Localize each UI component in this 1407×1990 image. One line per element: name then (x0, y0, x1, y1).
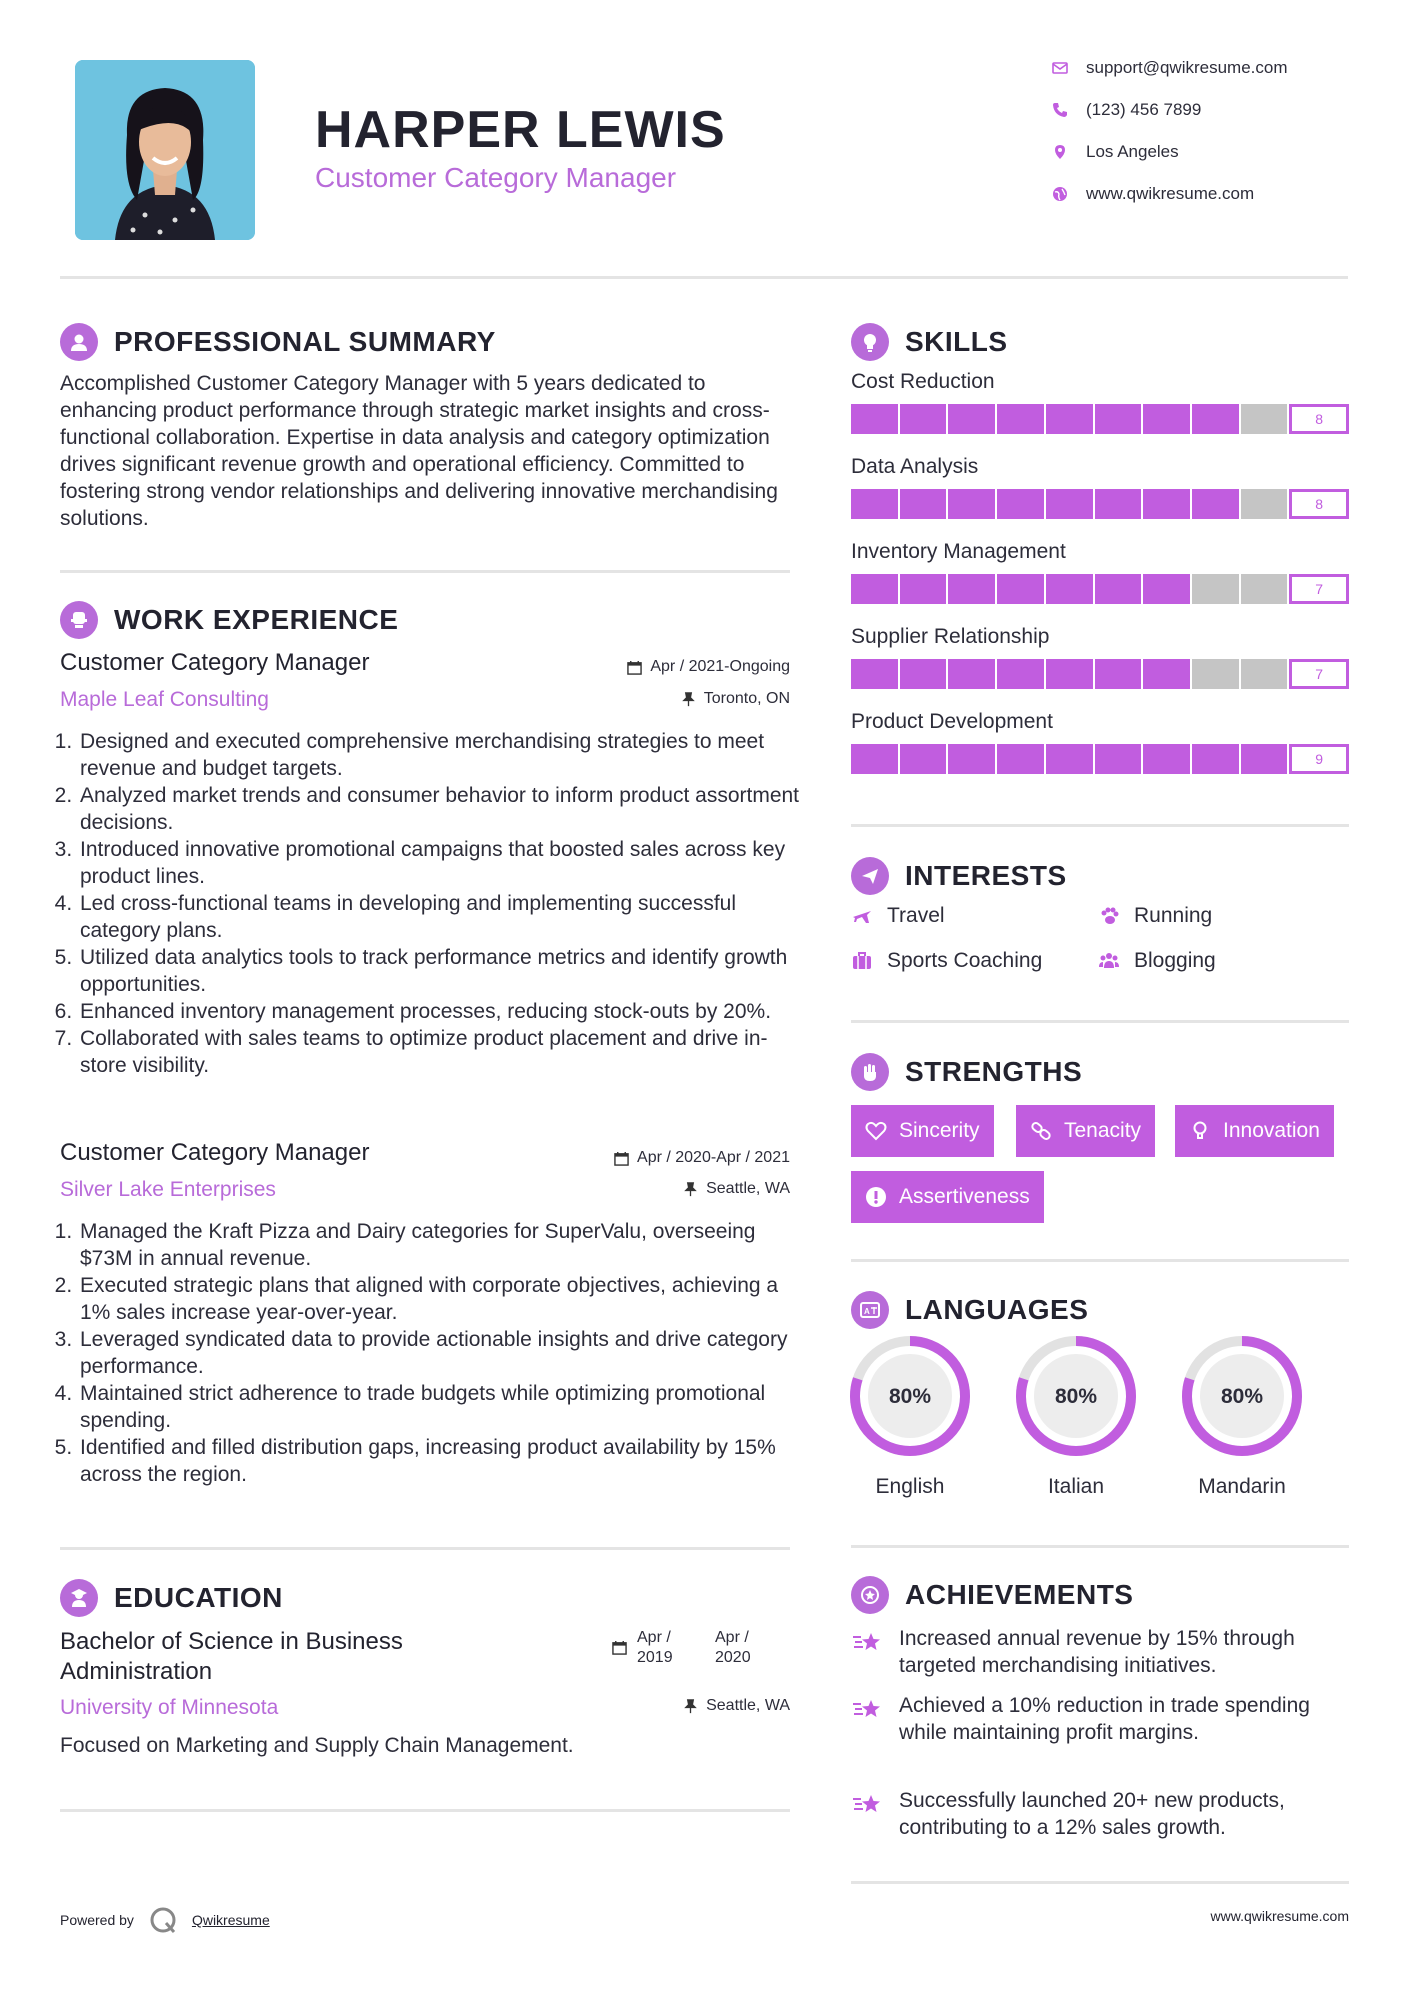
achievement-item (851, 1625, 1349, 1679)
skill-level-value: 9 (1289, 744, 1349, 774)
skill-bar-segment (997, 659, 1044, 689)
calendar-icon (614, 1151, 629, 1166)
achievements-divider (851, 1881, 1349, 1884)
strengths-heading (851, 1053, 1082, 1091)
job-2-location (683, 1180, 790, 1198)
skill-label: Cost Reduction (851, 370, 995, 393)
footer-powered-by (60, 1905, 270, 1935)
job-1-item: 5. Utilized data analytics tools to track performance metrics and identify growth opportunities. (78, 944, 800, 998)
candidate-name: HARPER LEWIS (315, 101, 726, 159)
summary-heading (60, 323, 496, 361)
skill-bar-segment (1095, 489, 1142, 519)
job-1-item: 3. Introduced innovative promotional campaigns that boosted sales across key product lines. (78, 836, 800, 890)
skill-bar-segment (1241, 404, 1288, 434)
skill-bar-segment (948, 659, 995, 689)
skill-item (851, 455, 1349, 540)
language-percent: 80% (888, 1385, 932, 1408)
skill-bar-segment (948, 744, 995, 774)
skill-item (851, 625, 1349, 710)
job-2-company: Silver Lake Enterprises (60, 1178, 276, 1201)
job-1-location-text: Toronto, ON (703, 690, 790, 707)
strength-assertiveness (851, 1171, 1044, 1223)
job-1-item: 4. Led cross-functional teams in developing and implementing successful category plans. (78, 890, 800, 944)
lightbulb-icon (1189, 1120, 1211, 1142)
heart-icon (865, 1120, 887, 1142)
strength-tenacity (1016, 1105, 1155, 1157)
users-icon (1098, 950, 1120, 972)
skill-bar-segment (851, 574, 898, 604)
contact-website[interactable] (1052, 184, 1352, 204)
interest-sports-coaching (851, 949, 1042, 973)
skill-bar-segment (900, 744, 947, 774)
envelope-icon (1052, 60, 1068, 76)
skill-bar-segment (900, 404, 947, 434)
skill-level-value: 7 (1289, 574, 1349, 604)
education-location (683, 1697, 790, 1715)
skill-bar-segment (997, 489, 1044, 519)
skill-bar (851, 404, 1349, 434)
skill-bar-segment (1095, 659, 1142, 689)
job-2-dates (614, 1149, 790, 1167)
skill-bar-segment (1241, 659, 1288, 689)
strength-label: Sincerity (899, 1119, 980, 1142)
skill-label: Data Analysis (851, 455, 979, 478)
skill-bar-segment (851, 404, 898, 434)
briefcase-icon (60, 601, 98, 639)
skill-bar-segment (1046, 404, 1093, 434)
skill-bar-segment (1046, 489, 1093, 519)
skill-bar-segment (948, 574, 995, 604)
job-1-items (60, 728, 800, 1079)
job-2-dates-text: Apr / 2020-Apr / 2021 (637, 1149, 790, 1166)
skill-bar-segment (1046, 659, 1093, 689)
education-degree: Bachelor of Science in Business Administration (60, 1628, 403, 1685)
skill-bar-segment (1241, 489, 1288, 519)
strength-label: Assertiveness (899, 1185, 1030, 1208)
profile-photo (75, 60, 255, 240)
calendar-icon (627, 660, 642, 675)
pin-icon (683, 1182, 698, 1197)
pin-icon (683, 1699, 698, 1714)
job-1-location (681, 690, 790, 708)
skill-bar-segment (1192, 574, 1239, 604)
language-percent: 80% (1054, 1385, 1098, 1408)
job-1-item: 7. Collaborated with sales teams to optimize product placement and drive in-store visibility. (78, 1025, 800, 1079)
skill-bar-segment (1143, 404, 1190, 434)
education-end: Apr / 2020 (715, 1629, 751, 1666)
graduation-cap-icon (60, 1579, 98, 1617)
contact-website-text: www.qwikresume.com (1086, 184, 1255, 203)
skills-heading-text: SKILLS (905, 326, 1008, 357)
education-heading-text: EDUCATION (114, 1582, 283, 1613)
skill-bar-segment (997, 404, 1044, 434)
lightbulb-icon (851, 323, 889, 361)
skill-item (851, 540, 1349, 625)
strength-label: Tenacity (1064, 1119, 1142, 1142)
calendar-icon (612, 1640, 627, 1655)
language-item (1180, 1334, 1304, 1499)
interest-label: Travel (887, 904, 945, 927)
skill-bar-segment (1046, 574, 1093, 604)
skill-bar-segment (1192, 659, 1239, 689)
achievement-text: Achieved a 10% reduction in trade spending while maintaining profit margins. (899, 1694, 1310, 1744)
shooting-star-icon (851, 1692, 883, 1724)
skill-bar-segment (1095, 744, 1142, 774)
phone-icon (1052, 102, 1068, 118)
skill-bar (851, 574, 1349, 604)
job-1-company: Maple Leaf Consulting (60, 688, 269, 711)
contact-email[interactable] (1052, 58, 1352, 78)
language-ring (1180, 1334, 1304, 1458)
skill-label: Inventory Management (851, 540, 1066, 563)
contact-phone[interactable] (1052, 100, 1352, 120)
strength-label: Innovation (1223, 1119, 1320, 1142)
interest-label: Running (1134, 904, 1213, 927)
skill-label: Supplier Relationship (851, 625, 1050, 648)
skill-bar-segment (1143, 659, 1190, 689)
skill-bar-segment (1143, 744, 1190, 774)
job-2-item: 4. Maintained strict adherence to trade budgets while optimizing promotional spending. (78, 1380, 800, 1434)
shooting-star-icon (851, 1787, 883, 1819)
language-item (848, 1334, 972, 1499)
job-1-item: 1. Designed and executed comprehensive merchandising strategies to meet revenue and budget targets. (78, 728, 800, 782)
translate-icon (851, 1291, 889, 1329)
paw-icon (1098, 905, 1120, 927)
contact-email-text: support@qwikresume.com (1086, 58, 1288, 77)
plane-icon (851, 905, 873, 927)
language-name: Italian (1047, 1475, 1105, 1498)
languages-divider (851, 1545, 1349, 1548)
powered-by-label: Powered by (60, 1912, 134, 1928)
languages-heading (851, 1291, 1088, 1329)
skill-bar (851, 659, 1349, 689)
interests-divider (851, 1020, 1349, 1023)
skills-list (851, 370, 1349, 795)
job-2-location-text: Seattle, WA (706, 1180, 790, 1197)
hand-icon (851, 1053, 889, 1091)
interests-heading (851, 857, 1067, 895)
skill-bar-segment (1192, 404, 1239, 434)
skill-bar-segment (997, 574, 1044, 604)
interest-running (1098, 904, 1212, 928)
briefcase-icon (851, 950, 873, 972)
achievements-heading-text: ACHIEVEMENTS (905, 1579, 1134, 1610)
language-ring (1014, 1334, 1138, 1458)
language-percent: 80% (1220, 1385, 1264, 1408)
job-2-items (60, 1218, 800, 1488)
skill-bar-segment (851, 489, 898, 519)
achievement-item (851, 1692, 1349, 1746)
skill-item (851, 370, 1349, 455)
language-name: English (875, 1475, 945, 1498)
skill-level-value: 8 (1289, 404, 1349, 434)
svg-text:A: A (864, 1307, 871, 1316)
skills-heading (851, 323, 1008, 361)
language-item (1014, 1334, 1138, 1499)
summary-divider (60, 570, 790, 573)
language-ring (848, 1334, 972, 1458)
experience-heading-text: WORK EXPERIENCE (114, 604, 399, 635)
summary-text: Accomplished Customer Category Manager with 5 years dedicated to enhancing product performance through strategic market insights and cross-functional collaboration. Expertise in data analysis and category optimization drives significant revenue growth and operational efficiency. Committed to fostering strong vendor relationships and delivering innovative merchandising solutions. (60, 372, 778, 530)
shooting-star-icon (851, 1625, 883, 1657)
skill-bar-segment (900, 574, 947, 604)
footer-website[interactable]: www.qwikresume.com (1210, 1908, 1349, 1924)
job-2-title: Customer Category Manager (60, 1139, 370, 1166)
job-1-title: Customer Category Manager (60, 649, 370, 676)
skill-bar-segment (851, 744, 898, 774)
interest-label: Sports Coaching (887, 949, 1043, 972)
qwikresume-link[interactable]: Qwikresume (191, 1912, 270, 1928)
interests-heading-text: INTERESTS (905, 860, 1067, 891)
skill-bar-segment (948, 489, 995, 519)
job-1-item: 6. Enhanced inventory management processes, reducing stock-outs by 20%. (78, 998, 800, 1025)
exclamation-icon (865, 1186, 887, 1208)
skill-bar-segment (1192, 489, 1239, 519)
education-location-text: Seattle, WA (706, 1697, 790, 1714)
interest-label: Blogging (1134, 949, 1216, 972)
paper-plane-icon (851, 857, 889, 895)
experience-divider (60, 1547, 790, 1550)
experience-heading (60, 601, 398, 639)
contact-location-text: Los Angeles (1086, 142, 1179, 161)
achievement-text: Increased annual revenue by 15% through targeted merchandising initiatives. (899, 1627, 1295, 1677)
achievements-heading (851, 1576, 1133, 1614)
skill-bar-segment (900, 489, 947, 519)
contact-location (1052, 142, 1352, 162)
job-2-item: 5. Identified and filled distribution gaps, increasing product availability by 15% across the region. (78, 1434, 800, 1488)
skill-bar-segment (1143, 489, 1190, 519)
skill-bar-segment (900, 659, 947, 689)
achievement-text: Successfully launched 20+ new products, contributing to a 12% sales growth. (899, 1789, 1285, 1839)
qwikresume-logo-icon (148, 1905, 178, 1935)
skill-bar-segment (1143, 574, 1190, 604)
summary-heading-text: PROFESSIONAL SUMMARY (114, 326, 496, 357)
skill-label: Product Development (851, 710, 1053, 733)
skill-bar-segment (1241, 574, 1288, 604)
header-divider (60, 276, 1348, 279)
education-school: University of Minnesota (60, 1696, 279, 1719)
user-icon (60, 323, 98, 361)
strengths-heading-text: STRENGTHS (905, 1056, 1083, 1087)
globe-icon (1052, 186, 1068, 202)
candidate-title: Customer Category Manager (315, 162, 677, 193)
skill-level-value: 8 (1289, 489, 1349, 519)
job-2-item: 3. Leveraged syndicated data to provide actionable insights and drive category performance. (78, 1326, 800, 1380)
education-heading (60, 1579, 283, 1617)
skill-bar-segment (1095, 404, 1142, 434)
skill-bar-segment (1192, 744, 1239, 774)
education-start: Apr / 2019 (637, 1629, 673, 1666)
strength-sincerity (851, 1105, 994, 1157)
education-dates (612, 1628, 765, 1668)
skill-bar-segment (997, 744, 1044, 774)
job-2-item: 1. Managed the Kraft Pizza and Dairy categories for SuperValu, overseeing $73M in annual revenue. (78, 1218, 800, 1272)
skill-bar-segment (948, 404, 995, 434)
skills-divider (851, 824, 1349, 827)
skill-bar-segment (1241, 744, 1288, 774)
skill-bar (851, 489, 1349, 519)
strength-innovation (1175, 1105, 1334, 1157)
education-divider (60, 1809, 790, 1812)
skill-bar-segment (1046, 744, 1093, 774)
interest-travel (851, 904, 945, 928)
languages-heading-text: LANGUAGES (905, 1294, 1089, 1325)
skill-bar-segment (851, 659, 898, 689)
language-name: Mandarin (1198, 1475, 1286, 1498)
strengths-divider (851, 1259, 1349, 1262)
education-note: Focused on Marketing and Supply Chain Management. (60, 1734, 574, 1757)
job-1-item: 2. Analyzed market trends and consumer behavior to inform product assortment decisions. (78, 782, 800, 836)
languages-list (848, 1334, 1304, 1499)
job-2-item: 2. Executed strategic plans that aligned with corporate objectives, achieving a 1% sales increase year-over-year. (78, 1272, 800, 1326)
skill-bar (851, 744, 1349, 774)
skill-level-value: 7 (1289, 659, 1349, 689)
interest-blogging (1098, 949, 1216, 973)
link-icon (1030, 1120, 1052, 1142)
map-pin-icon (1052, 144, 1068, 160)
contact-phone-text: (123) 456 7899 (1086, 100, 1202, 119)
pin-icon (681, 692, 696, 707)
job-1-dates (627, 658, 790, 676)
achievement-item (851, 1787, 1349, 1841)
skill-bar-segment (1095, 574, 1142, 604)
star-badge-icon (851, 1576, 889, 1614)
job-1-dates-text: Apr / 2021-Ongoing (650, 658, 790, 675)
skill-item (851, 710, 1349, 795)
